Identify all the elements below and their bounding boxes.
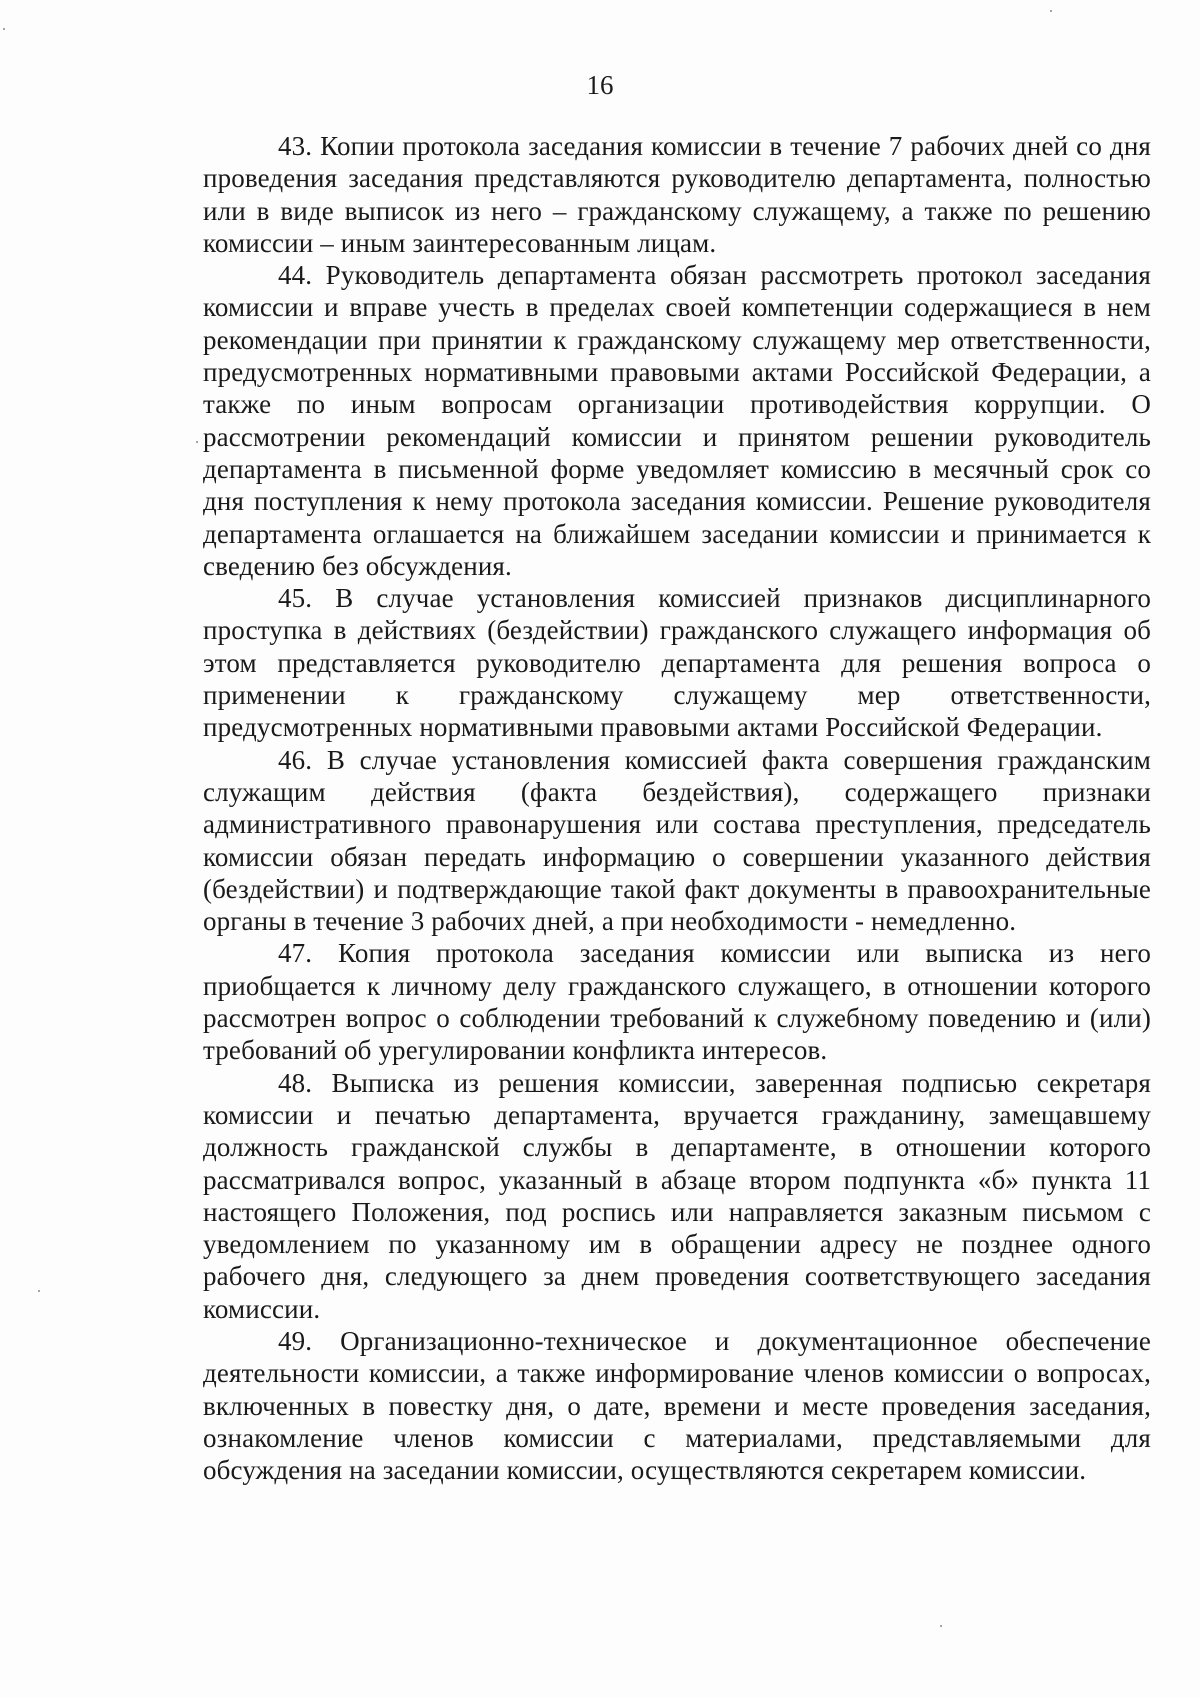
scan-speck — [196, 441, 198, 443]
page-number: 16 — [586, 70, 614, 100]
paragraph-47: 47. Копия протокола заседания комиссии или выписка из него приобщается к личному делу гражданского служащего, в отношении которого рассмотрен вопрос о соблюдении требований к служебному поведению и (или) требований об урегулировании конфликта интересов. — [203, 938, 1151, 1066]
paragraph-49: 49. Организационно-техническое и документационное обеспечение деятельности комиссии, а также информирование членов комиссии о вопросах, включенных в повестку дня, о дате, времени и месте проведения заседания, ознакомление членов комиссии с материалами, представляемыми для обсуждения на заседании комиссии, осуществляются секретарем комиссии. — [203, 1325, 1151, 1486]
paragraph-45: 45. В случае установления комиссией признаков дисциплинарного проступка в действиях (бездействии) гражданского служащего информация об этом представляется руководителю департамента для решения вопроса о применении к гражданскому служащему мер ответственности, предусмотренных нормативными правовыми актами Российской Федерации. — [203, 583, 1151, 743]
scan-speck — [940, 1625, 942, 1627]
paragraph-43: 43. Копии протокола заседания комиссии в течение 7 рабочих дней со дня проведения заседания представляются руководителю департамента, полностью или в виде выписок из него – гражданскому служащему, а также по решению комиссии – иным заинтересованным лицам. — [203, 131, 1151, 258]
document-body — [203, 130, 1151, 1486]
paragraph-44: 44. Руководитель департамента обязан рассмотреть протокол заседания комиссии и вправе учесть в пределах своей компетенции содержащиеся в нем рекомендации при принятии к гражданскому служащему мер ответственности, предусмотренных нормативными правовыми актами Российской Федерации, а также по иным вопросам организации противодействия коррупции. О рассмотрении рекомендаций комиссии и принятом решении руководитель департамента в письменной форме уведомляет комиссию в месячный срок со дня поступления к нему протокола заседания комиссии. Решение руководителя департамента оглашается на ближайшем заседании комиссии и принимается к сведению без обсуждения. — [203, 260, 1151, 581]
scan-speck — [38, 1290, 40, 1292]
scan-speck — [1050, 10, 1052, 12]
paragraph-46: 46. В случае установления комиссией факта совершения гражданским служащим действия (факта бездействия), содержащего признаки административного правонарушения или состава преступления, председатель комиссии обязан передать информацию о совершении указанного действия (бездействии) и подтверждающие такой факт документы в правоохранительные органы в течение 3 рабочих дней, а при необходимости - немедленно. — [203, 744, 1151, 937]
paragraph-48: 48. Выписка из решения комиссии, заверенная подписью секретаря комиссии и печатью департамента, вручается гражданину, замещавшему должность гражданской службы в департаменте, в отношении которого рассматривался вопрос, указанный в абзаце втором подпункта «б» пункта 11 настоящего Положения, под роспись или направляется заказным письмом с уведомлением по указанному им в обращении адресу не позднее одного рабочего дня, следующего за днем проведения соответствующего заседания комиссии. — [203, 1067, 1151, 1324]
scan-speck — [3, 28, 5, 30]
